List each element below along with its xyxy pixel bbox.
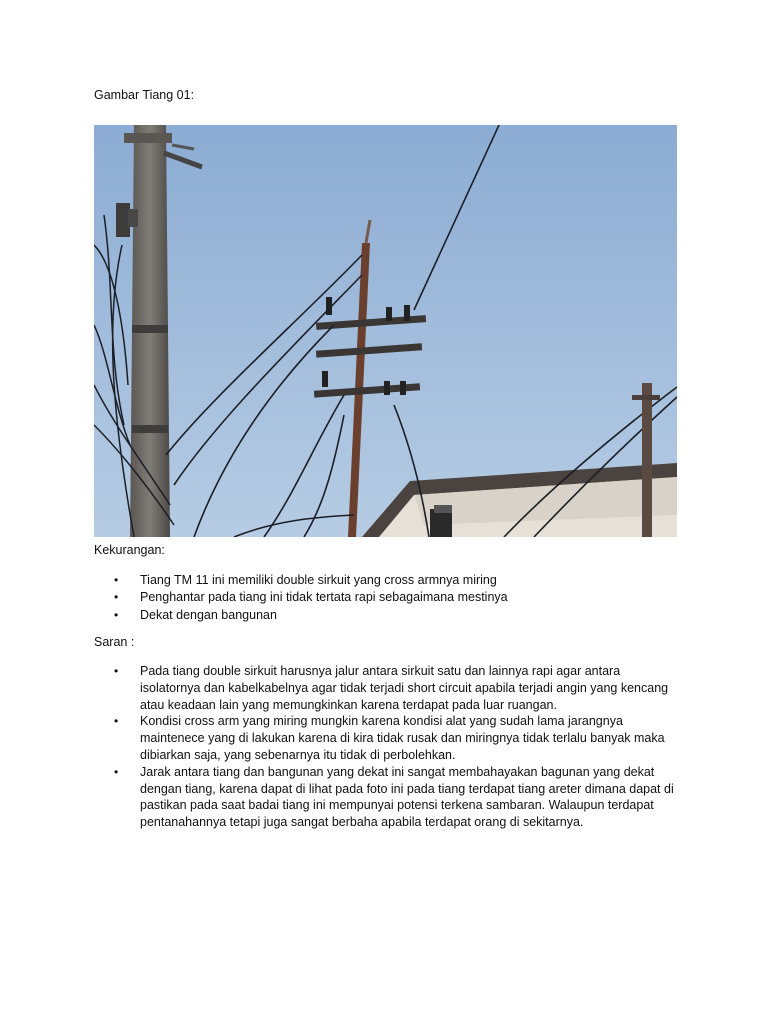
list-item: • Tiang TM 11 ini memiliki double sirkuit yang cross armnya miring xyxy=(114,573,497,587)
power-pole-image xyxy=(94,125,677,537)
saran-heading: Saran : xyxy=(94,635,135,649)
pole-photo xyxy=(94,125,677,537)
bullet-icon: • xyxy=(114,590,119,605)
bullet-icon: • xyxy=(114,714,119,729)
bullet-icon: • xyxy=(114,764,119,779)
list-item: • Dekat dengan bangunan xyxy=(114,607,277,622)
list-item: • Pada tiang double sirkuit harusnya jalur antara sirkuit satu dan lainnya rapi agar antara isolatornya dan kabelkabelnya agar tidak terjadi short circuit apabila terjadi angin yang kencang atau keadaan lain yang memungkinkan karena terdapat pada luar ruangan. xyxy=(114,664,669,712)
image-caption: Gambar Tiang 01: xyxy=(94,88,195,102)
kekurangan-heading: Kekurangan: xyxy=(94,543,165,557)
list-item: • Kondisi cross arm yang miring mungkin karena kondisi alat yang sudah lama jarangnya maintenece yang di lakukan karena di kira tidak rusak dan miringnya tidak terlalu banyak maka dibiarkan saja, yang sebenarnya itu tidak di perbolehkan. xyxy=(114,714,665,762)
bullet-icon: • xyxy=(114,607,119,622)
kekurangan-list xyxy=(0,572,768,624)
bullet-icon: • xyxy=(114,664,119,678)
saran-list xyxy=(0,663,768,831)
list-item: • Penghantar pada tiang ini tidak tertata rapi sebagaimana mestinya xyxy=(114,590,508,605)
bullet-icon: • xyxy=(114,573,119,587)
list-item: • Jarak antara tiang dan bangunan yang dekat ini sangat membahayakan bagunan yang dekat dengan tiang, karena dapat di lihat pada foto ini pada tiang terdapat tiang areter dimana dapat di pastikan pada saat badai tiang ini mempunyai potensi terkena sambaran. Walaupun terdapat pentanahannya tetapi juga sangat berbaha apabila terdapat orang di sekitarnya. xyxy=(114,764,674,830)
